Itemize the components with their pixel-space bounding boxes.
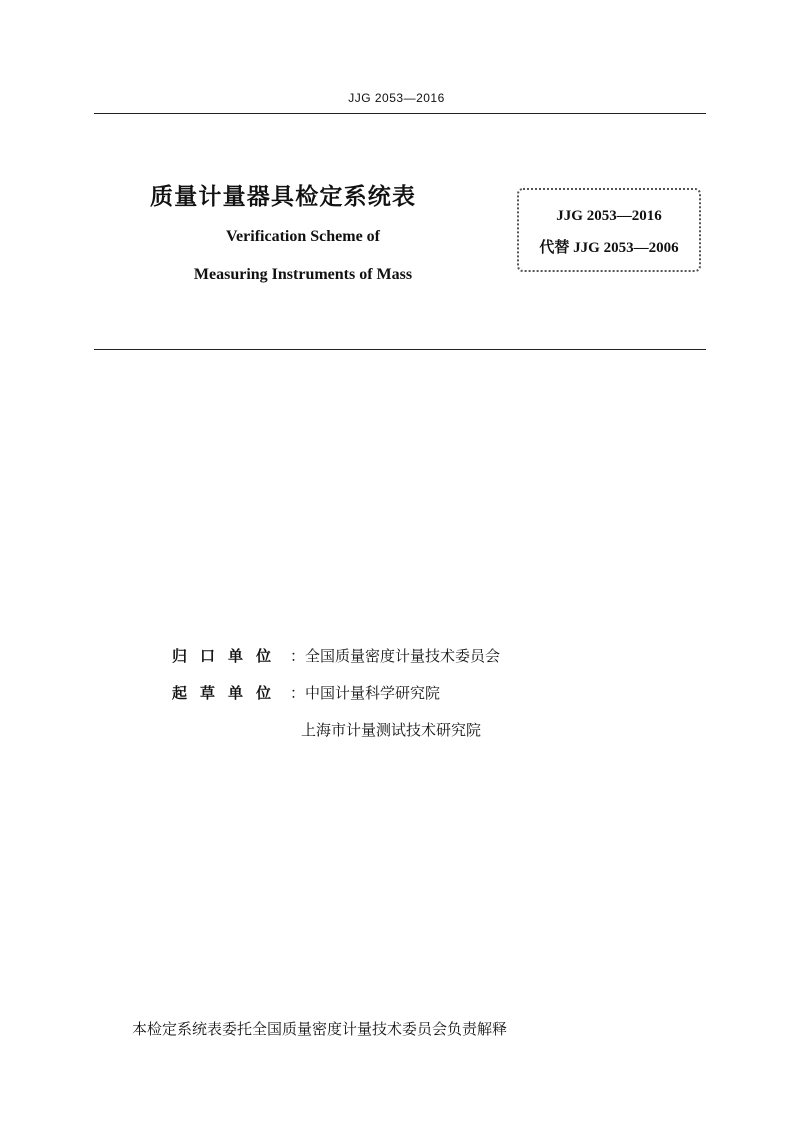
drafting-unit-value-1: ：中国计量科学研究院 <box>290 684 441 702</box>
standard-code-box <box>517 188 701 272</box>
title-english-line-1: Verification Scheme of <box>225 228 381 245</box>
drafting-unit-label: 起草单位 <box>172 684 285 702</box>
interpretation-note: 本检定系统表委托全国质量密度计量技术委员会负责解释 <box>132 1020 508 1038</box>
standard-code: JJG 2053—2016 <box>556 208 662 224</box>
responsible-unit-value: ：全国质量密度计量技术委员会 <box>290 647 501 665</box>
bottom-divider <box>94 349 706 350</box>
replaced-standard-code: 代替 JJG 2053—2006 <box>539 240 679 256</box>
title-chinese: 质量计量器具检定系统表 <box>150 184 417 210</box>
responsible-unit-label: 归口单位 <box>172 647 285 665</box>
title-english-line-2: Measuring Instruments of Mass <box>193 266 413 283</box>
drafting-unit-value-2: 上海市计量测试技术研究院 <box>301 721 482 739</box>
running-header-code: JJG 2053—2016 <box>348 91 445 105</box>
top-divider <box>94 113 706 114</box>
